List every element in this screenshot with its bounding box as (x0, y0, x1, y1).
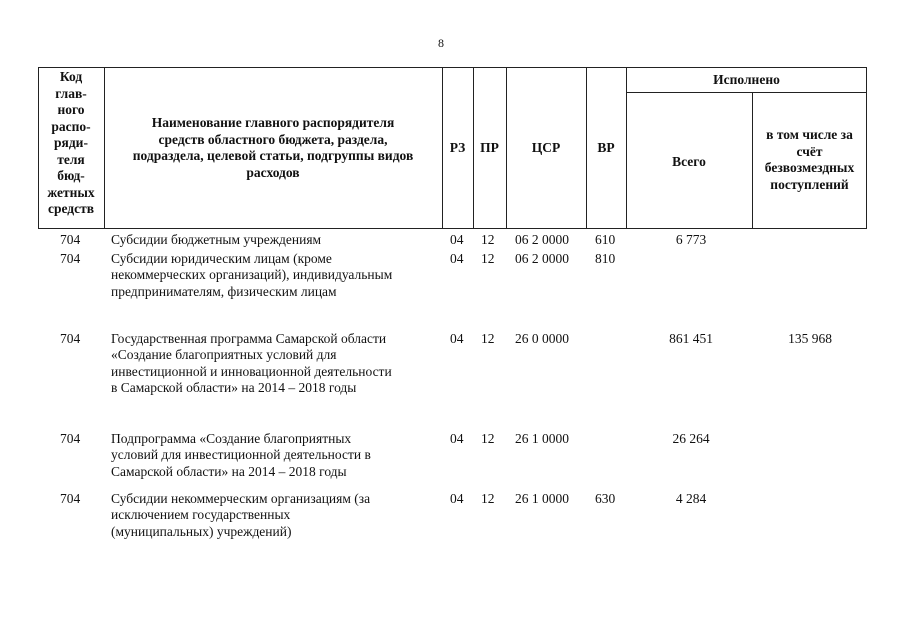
row-pr: 12 (481, 251, 495, 266)
row-rz: 04 (450, 431, 464, 446)
header-divider (626, 92, 867, 93)
row-total: 861 451 (669, 331, 713, 346)
row-csr: 26 0 0000 (515, 331, 569, 346)
header-code: Код глав- ного распо- ряди- теля бюд- жетных средств (47, 69, 95, 216)
row-total: 4 284 (675, 491, 707, 506)
row-pr: 12 (481, 331, 495, 346)
row-code: 704 (60, 431, 81, 446)
row-total: 26 264 (672, 431, 710, 446)
row-vr: 610 (595, 232, 616, 247)
header-rz: РЗ (449, 140, 466, 155)
row-name: Субсидии юридическим лицам (кроме некоммерческих организаций), индивидуальным предпринимателям, физическим лицам (111, 251, 393, 299)
row-csr: 26 1 0000 (515, 491, 569, 506)
row-total: 6 773 (675, 232, 707, 247)
header-pr: ПР (480, 140, 499, 155)
header-executed: Исполнено (713, 72, 780, 87)
row-name: Подпрограмма «Создание благоприятных условий для инвестиционной деятельности в Самарской области» на 2014 – 2018 годы (111, 431, 371, 479)
header-vr: ВР (597, 140, 615, 155)
header-csr: ЦСР (531, 140, 561, 155)
row-name: Государственная программа Самарской области «Создание благоприятных условий для инвестиционной и инновационной деятельности в Самарской области» на 2014 – 2018 годы (111, 331, 392, 395)
header-free: в том числе за счёт безвозмездных поступлений (764, 127, 855, 192)
row-csr: 06 2 0000 (515, 232, 569, 247)
row-code: 704 (60, 331, 81, 346)
row-code: 704 (60, 251, 81, 266)
row-rz: 04 (450, 331, 464, 346)
header-name: Наименование главного распорядителя средств областного бюджета, раздела, подраздела, целевой статьи, подгруппы видов расходов (132, 115, 414, 180)
row-vr: 810 (595, 251, 616, 266)
row-pr: 12 (481, 491, 495, 506)
page-number: 8 (438, 36, 444, 50)
row-pr: 12 (481, 232, 495, 247)
header-total: Всего (672, 154, 706, 169)
row-rz: 04 (450, 232, 464, 247)
row-name: Субсидии бюджетным учреждениям (111, 232, 322, 247)
row-name: Субсидии некоммерческим организациям (за исключением государственных (муниципальных) учреждений) (111, 491, 371, 539)
row-csr: 06 2 0000 (515, 251, 569, 266)
row-csr: 26 1 0000 (515, 431, 569, 446)
row-code: 704 (60, 491, 81, 506)
row-pr: 12 (481, 431, 495, 446)
row-rz: 04 (450, 491, 464, 506)
row-free: 135 968 (788, 331, 832, 346)
row-vr: 630 (595, 491, 616, 506)
row-code: 704 (60, 232, 81, 247)
row-rz: 04 (450, 251, 464, 266)
